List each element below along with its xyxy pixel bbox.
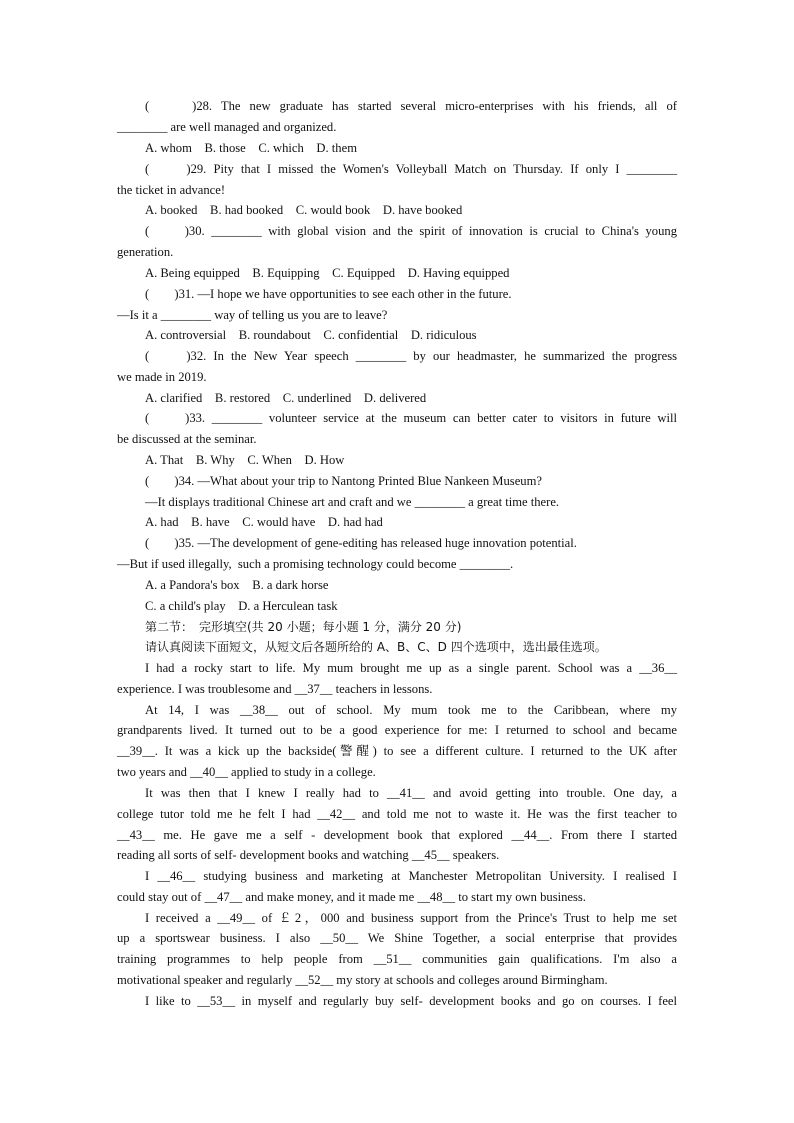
q35-stem: ( )35. —The development of gene-editing has released huge innovation potential. [145,536,577,550]
passage-line: up a sportswear business. I also __50__ We Shine Together, a social enterprise that provides [117,931,677,945]
q34-stem: ( )34. —What about your trip to Nantong Printed Blue Nankeen Museum? [145,474,542,488]
passage-line: I had a rocky start to life. My mum brought me up as a single parent. School was a __36__ [145,661,677,675]
q29-stem-cont: the ticket in advance! [117,183,226,197]
passage-line: At 14, I was __38__ out of school. My mum took me to the Caribbean, where my [145,703,677,717]
q28-stem: ( )28. The new graduate has started several micro-enterprises with his friends, all of [145,99,677,113]
section-heading: 第二节： 完形填空(共 20 小题；每小题 1 分，满分 20 分) [145,620,462,634]
q35-options-2: C. a child's play D. a Herculean task [145,599,338,613]
q29-options: A. booked B. had booked C. would book D. have booked [145,203,463,217]
q29-stem: ( )29. Pity that I missed the Women's Volleyball Match on Thursday. If only I ________ [145,162,677,176]
q28-stem-cont: ________ are well managed and organized. [117,120,337,134]
passage-line: grandparents lived. It turned out to be a good experience for me: I returned to school and became [117,723,677,737]
q31-options: A. controversial B. roundabout C. confidential D. ridiculous [145,328,477,342]
q32-options: A. clarified B. restored C. underlined D. delivered [145,391,427,405]
q31-stem: ( )31. —I hope we have opportunities to see each other in the future. [145,287,512,301]
section-instruction: 请认真阅读下面短文，从短文后各题所给的 A、B、C、D 四个选项中，选出最佳选项。 [145,640,607,654]
q35-options-1: A. a Pandora's box B. a dark horse [145,578,329,592]
q33-options: A. That B. Why C. When D. How [145,453,345,467]
passage-line: two years and __40__ applied to study in a college. [117,765,376,779]
passage-line: I received a __49__ of ￡2，000 and business support from the Prince's Trust to help me set [145,911,677,925]
passage-line: reading all sorts of self- development books and watching __45__ speakers. [117,848,500,862]
q34-options: A. had B. have C. would have D. had had [145,515,383,529]
passage-line: college tutor told me he felt I had __42__ and told me not to waste it. He was the first teacher to [117,807,677,821]
q30-stem-cont: generation. [117,245,174,259]
passage-line: It was then that I knew I really had to __41__ and avoid getting into trouble. One day, a [145,786,677,800]
passage-line: __43__ me. He gave me a self - development book that explored __44__. From there I started [117,828,677,842]
passage-line: motivational speaker and regularly __52__ my story at schools and colleges around Birmingham. [117,973,608,987]
passage-line: training programmes to help people from __51__ communities gain qualifications. I'm also a [117,952,677,966]
q30-stem: ( )30. ________ with global vision and the spirit of innovation is crucial to China's young [145,224,677,238]
passage-line: I __46__ studying business and marketing at Manchester Metropolitan University. I realised I [145,869,677,883]
passage-line: I like to __53__ in myself and regularly buy self- development books and go on courses. I feel [145,994,677,1008]
q30-options: A. Being equipped B. Equipping C. Equipped D. Having equipped [145,266,510,280]
q31-stem-cont: —Is it a ________ way of telling us you are to leave? [117,308,388,322]
q32-stem: ( )32. In the New Year speech ________ by our headmaster, he summarized the progress [145,349,677,363]
passage-line: experience. I was troublesome and __37__ teachers in lessons. [117,682,433,696]
q28-options: A. whom B. those C. which D. them [145,141,357,155]
passage-line: could stay out of __47__ and make money, and it made me __48__ to start my own business. [117,890,586,904]
passage-line: __39__. It was a kick up the backside(警醒) to see a different culture. I returned to the UK after [117,744,677,758]
q32-stem-cont: we made in 2019. [117,370,207,384]
q33-stem-cont: be discussed at the seminar. [117,432,257,446]
q35-stem-cont: —But if used illegally, such a promising technology could become ________. [117,557,514,571]
q33-stem: ( )33. ________ volunteer service at the museum can better cater to visitors in future will [145,411,677,425]
q34-stem-cont: —It displays traditional Chinese art and craft and we ________ a great time there. [145,495,560,509]
